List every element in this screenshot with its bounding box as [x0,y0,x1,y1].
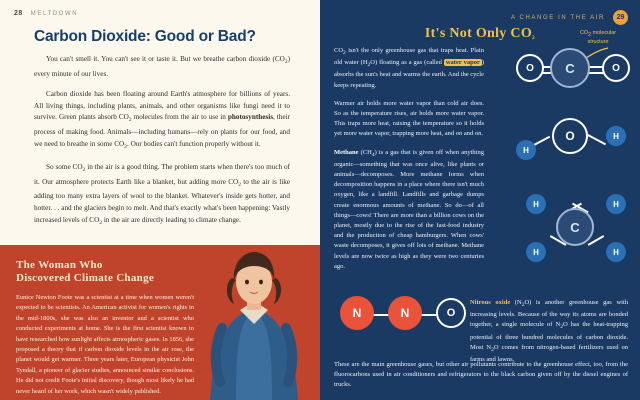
right-page-title: It's Not Only $CO_2$ [424,26,536,41]
left-body-text [34,54,290,238]
atom-carbon-co2: C [550,48,590,88]
atom-oxygen-co2-left: O [516,54,544,82]
page-number-right: 29 [613,10,628,25]
atom-oxygen-water: O [552,118,588,154]
right-page [320,0,640,400]
atom-hydrogen-methane-1: H [526,194,546,214]
atom-hydrogen-methane-2: H [606,194,626,214]
sidebar-box [0,245,320,400]
atom-oxygen-n2o: O [436,298,466,328]
running-head-label-left: MELTDOWN [30,10,79,17]
sidebar-body: Eunice Newton Foote was a scientist at a time when women weren't expected to be scientists. An American activist for women's rights in the mid-1800s, she was also an inventor and a scientist who conducted experiments at home. She is the first scientist known to have researched how sunlight affects atmospheric gases. In 1856, she proposed a theory that if carbon dioxide levels in the air rose, the planet would get warmer. Three years later, European physicist John Tyndall, a pioneer of glacier studies, announced similar conclusions. He did not credit Foote's initial discovery, though most likely he had never heard of her work, which wasn't widely published. [16,294,194,395]
left-running-head [14,10,78,17]
right-paragraph-nitrous: Nitrous oxide $(N_2O)$ is another greenhouse gas with increasing levels. Because of the way its atoms are bonded together, a single molecule of $N_2O$ has the heat-trapping potential of three hundred molecules of carbon dioxide. Most $N_2O$ comes from nitrogen-based fertilizers used on farms and lawns. [470,299,628,364]
sidebar-title [16,259,194,285]
atom-hydrogen-methane-3: H [526,242,546,262]
sidebar-title-line2: Discovered Climate Change [16,272,155,284]
right-running-head [511,10,628,25]
portrait-illustration [196,250,312,400]
atom-carbon-methane: C [556,208,594,246]
right-paragraph-intro-1: $CO_2$ isn't the only greenhouse gas that traps heat. Plain old water $(H_2O)$ floating as a gas (called water vapor ) absorbs the sun's heat and warms the earth. And the cycle keeps repeating. [334,47,484,89]
atom-hydrogen-water-right: H [606,126,626,146]
left-page-title: Carbon Dioxide: Good or Bad? [34,28,256,45]
atom-oxygen-co2-right: O [602,54,630,82]
sidebar-content [16,259,194,397]
running-head-label-right: A CHANGE IN THE AIR [511,14,605,21]
right-paragraph-methane: Methane $(CH_4)$ is a gas that is given off when anything organic—something that was once alive, like plants or animals—decomposes. More methane forms when decomposition happens in a place where there isn't much oxygen, like a landfill. Landfills and garbage dumps create enormous amounts of methane. So do—of all things—cows! There are more than a billion cows on the planet, mostly due to the rise of the fast-food industry and the production of cheap hamburgers. When cows' waste decomposes, it gives off lots of methane. Methane levels are now twice as high as they were two centuries ago. [334,148,484,270]
left-paragraph-1: You can't smell it. You can't see it or taste it. But we breathe carbon dioxide $(CO_2)$ every minute of our lives. [34,55,290,78]
left-paragraph-3: So some $CO_2$ in the air is a good thing. The problem starts when there's too much of it. Our atmosphere protects Earth like a blanket, but adding more $CO_2$ to the air is like adding too many extra layers of wool to the blanket. Whatever's inside gets hotter, and hotter. . . and the glaciers begin to melt. And that's exactly what's been happening: Vastly increased levels of $CO_2$ in the air are directly leading to climate change. [34,163,290,226]
co2-annotation-label: CO2 molecular structure [579,30,617,45]
page-number-left: 28 [14,10,23,17]
right-paragraph-intro-2: Warmer air holds more water vapor than cold air does. So as the temperature rises, air holds more water vapor. This traps more heat, raising the temperature so it holds yet more water vapor, trapping more heat, and on and on. [334,99,484,138]
atom-nitrogen-2: N [388,296,422,330]
sidebar-title-line1: The Woman Who [16,259,103,271]
left-paragraph-2: Carbon dioxide has been floating around Earth's atmosphere for billions of years. All living things, including plants, animals, and other organisms like fungi need it to survive. Green plants absorb $CO_2$ molecules from the air to use in photosynthesis, their process of making food. Animals—including humans—rely on plants for our food, and we need to breathe in some $CO_2$. Our bodies can't function properly without it. [34,90,290,150]
atom-hydrogen-methane-4: H [606,242,626,262]
right-paragraph-closing: These are the main greenhouse gases, but other air pollutants contribute to the greenhouse effect, too, from the fluorocarbons used in air conditioners and refrigerators to the black carbon given off by the diesel engines of trucks. [334,361,628,389]
atom-nitrogen-1: N [340,296,374,330]
right-body-text [334,46,484,280]
water-bond-right [588,134,606,145]
atom-hydrogen-water-left: H [516,140,536,160]
